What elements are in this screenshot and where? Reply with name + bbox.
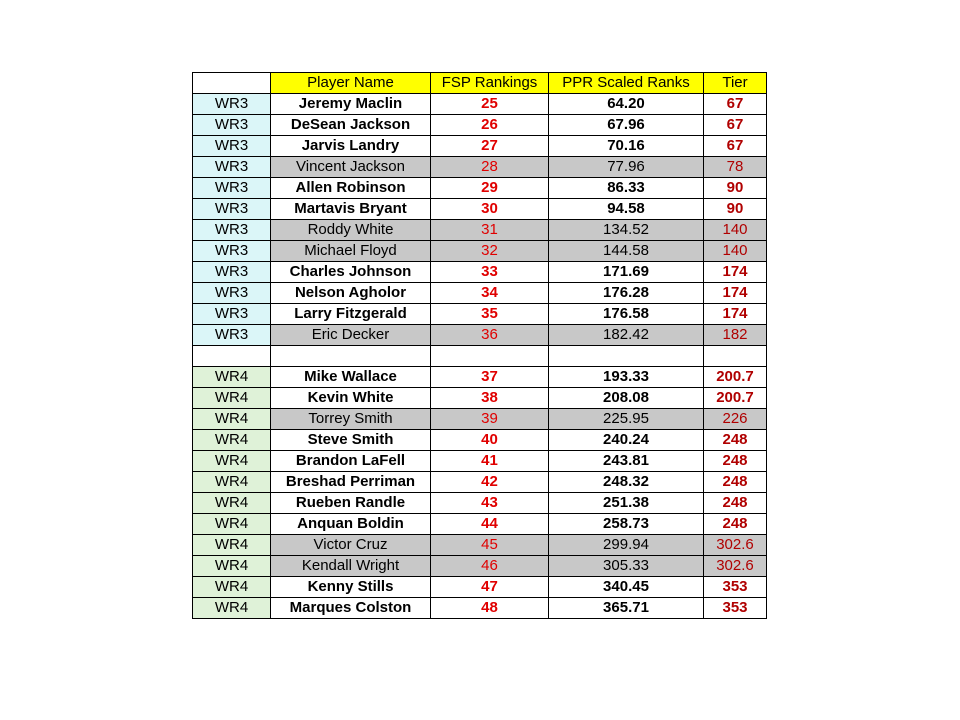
- table-row: [193, 283, 767, 304]
- spacer-cell: [431, 346, 549, 367]
- ppr-rank-cell: 208.08: [549, 388, 704, 409]
- spacer-cell: [549, 346, 704, 367]
- table-row: [193, 94, 767, 115]
- table-row: [193, 304, 767, 325]
- fsp-rank-cell: 30: [431, 199, 549, 220]
- ppr-rank-cell: 67.96: [549, 115, 704, 136]
- player-name-cell: Torrey Smith: [271, 409, 431, 430]
- table-row: [193, 556, 767, 577]
- fsp-rank-cell: 37: [431, 367, 549, 388]
- tier-cell: 248: [704, 514, 767, 535]
- tier-cell: 67: [704, 136, 767, 157]
- table-row: [193, 262, 767, 283]
- position-cell: WR3: [193, 136, 271, 157]
- player-name-cell: Steve Smith: [271, 430, 431, 451]
- position-cell: WR3: [193, 220, 271, 241]
- player-name-cell: DeSean Jackson: [271, 115, 431, 136]
- header-ppr-scaled-ranks: PPR Scaled Ranks: [549, 73, 704, 94]
- position-cell: WR4: [193, 388, 271, 409]
- header-position: [193, 73, 271, 94]
- ppr-rank-cell: 258.73: [549, 514, 704, 535]
- tier-cell: 302.6: [704, 535, 767, 556]
- player-name-cell: Roddy White: [271, 220, 431, 241]
- table-row: [193, 493, 767, 514]
- tier-cell: 182: [704, 325, 767, 346]
- tier-cell: 174: [704, 304, 767, 325]
- position-cell: WR4: [193, 409, 271, 430]
- ppr-rank-cell: 243.81: [549, 451, 704, 472]
- tier-cell: 248: [704, 493, 767, 514]
- table-row: [193, 535, 767, 556]
- fsp-rank-cell: 32: [431, 241, 549, 262]
- rankings-table: [192, 72, 767, 619]
- position-cell: WR3: [193, 304, 271, 325]
- table-row: [193, 472, 767, 493]
- player-name-cell: Mike Wallace: [271, 367, 431, 388]
- position-cell: WR4: [193, 598, 271, 619]
- tier-cell: 248: [704, 451, 767, 472]
- table-row: [193, 367, 767, 388]
- tier-cell: 90: [704, 178, 767, 199]
- player-name-cell: Michael Floyd: [271, 241, 431, 262]
- ppr-rank-cell: 225.95: [549, 409, 704, 430]
- table-row: [193, 136, 767, 157]
- ppr-rank-cell: 144.58: [549, 241, 704, 262]
- fsp-rank-cell: 46: [431, 556, 549, 577]
- fsp-rank-cell: 26: [431, 115, 549, 136]
- tier-cell: 302.6: [704, 556, 767, 577]
- fsp-rank-cell: 29: [431, 178, 549, 199]
- player-name-cell: Kendall Wright: [271, 556, 431, 577]
- fsp-rank-cell: 36: [431, 325, 549, 346]
- player-name-cell: Larry Fitzgerald: [271, 304, 431, 325]
- tier-cell: 67: [704, 115, 767, 136]
- fsp-rank-cell: 47: [431, 577, 549, 598]
- fsp-rank-cell: 41: [431, 451, 549, 472]
- ppr-rank-cell: 171.69: [549, 262, 704, 283]
- position-cell: WR4: [193, 556, 271, 577]
- player-name-cell: Jarvis Landry: [271, 136, 431, 157]
- spacer-cell: [193, 346, 271, 367]
- player-name-cell: Vincent Jackson: [271, 157, 431, 178]
- player-name-cell: Kevin White: [271, 388, 431, 409]
- ppr-rank-cell: 64.20: [549, 94, 704, 115]
- tier-cell: 67: [704, 94, 767, 115]
- fsp-rank-cell: 39: [431, 409, 549, 430]
- player-name-cell: Kenny Stills: [271, 577, 431, 598]
- tier-cell: 174: [704, 262, 767, 283]
- table-row: [193, 241, 767, 262]
- ppr-rank-cell: 240.24: [549, 430, 704, 451]
- tier-cell: 248: [704, 430, 767, 451]
- player-name-cell: Nelson Agholor: [271, 283, 431, 304]
- ppr-rank-cell: 134.52: [549, 220, 704, 241]
- fsp-rank-cell: 27: [431, 136, 549, 157]
- header-player-name: Player Name: [271, 73, 431, 94]
- position-cell: WR3: [193, 157, 271, 178]
- tier-cell: 78: [704, 157, 767, 178]
- spacer-cell: [704, 346, 767, 367]
- tier-cell: 353: [704, 598, 767, 619]
- table-row: [193, 598, 767, 619]
- fsp-rank-cell: 31: [431, 220, 549, 241]
- player-name-cell: Victor Cruz: [271, 535, 431, 556]
- player-name-cell: Marques Colston: [271, 598, 431, 619]
- fsp-rank-cell: 45: [431, 535, 549, 556]
- player-name-cell: Breshad Perriman: [271, 472, 431, 493]
- player-name-cell: Charles Johnson: [271, 262, 431, 283]
- spacer-row: [193, 346, 767, 367]
- position-cell: WR3: [193, 199, 271, 220]
- ppr-rank-cell: 70.16: [549, 136, 704, 157]
- table-row: [193, 451, 767, 472]
- ppr-rank-cell: 251.38: [549, 493, 704, 514]
- table-row: [193, 325, 767, 346]
- ppr-rank-cell: 176.28: [549, 283, 704, 304]
- table-row: [193, 388, 767, 409]
- position-cell: WR3: [193, 325, 271, 346]
- position-cell: WR4: [193, 535, 271, 556]
- table-row: [193, 514, 767, 535]
- tier-cell: 353: [704, 577, 767, 598]
- ppr-rank-cell: 299.94: [549, 535, 704, 556]
- table-row: [193, 409, 767, 430]
- fsp-rank-cell: 40: [431, 430, 549, 451]
- ppr-rank-cell: 86.33: [549, 178, 704, 199]
- tier-cell: 174: [704, 283, 767, 304]
- ppr-rank-cell: 340.45: [549, 577, 704, 598]
- table-row: [193, 157, 767, 178]
- table-body: [193, 94, 767, 619]
- position-cell: WR4: [193, 577, 271, 598]
- position-cell: WR4: [193, 514, 271, 535]
- position-cell: WR4: [193, 472, 271, 493]
- fsp-rank-cell: 43: [431, 493, 549, 514]
- fsp-rank-cell: 35: [431, 304, 549, 325]
- player-name-cell: Anquan Boldin: [271, 514, 431, 535]
- table-row: [193, 577, 767, 598]
- position-cell: WR3: [193, 94, 271, 115]
- tier-cell: 90: [704, 199, 767, 220]
- tier-cell: 200.7: [704, 367, 767, 388]
- table-row: [193, 115, 767, 136]
- ppr-rank-cell: 248.32: [549, 472, 704, 493]
- fsp-rank-cell: 33: [431, 262, 549, 283]
- position-cell: WR4: [193, 451, 271, 472]
- player-name-cell: Allen Robinson: [271, 178, 431, 199]
- position-cell: WR3: [193, 178, 271, 199]
- ppr-rank-cell: 176.58: [549, 304, 704, 325]
- position-cell: WR3: [193, 115, 271, 136]
- ppr-rank-cell: 193.33: [549, 367, 704, 388]
- ppr-rank-cell: 365.71: [549, 598, 704, 619]
- tier-cell: 248: [704, 472, 767, 493]
- tier-cell: 200.7: [704, 388, 767, 409]
- table-row: [193, 178, 767, 199]
- ppr-rank-cell: 182.42: [549, 325, 704, 346]
- fsp-rank-cell: 42: [431, 472, 549, 493]
- player-name-cell: Rueben Randle: [271, 493, 431, 514]
- tier-cell: 140: [704, 241, 767, 262]
- player-name-cell: Martavis Bryant: [271, 199, 431, 220]
- ppr-rank-cell: 305.33: [549, 556, 704, 577]
- ppr-rank-cell: 94.58: [549, 199, 704, 220]
- player-name-cell: Jeremy Maclin: [271, 94, 431, 115]
- header-fsp-rankings: FSP Rankings: [431, 73, 549, 94]
- tier-cell: 140: [704, 220, 767, 241]
- table-row: [193, 220, 767, 241]
- fsp-rank-cell: 25: [431, 94, 549, 115]
- player-name-cell: Eric Decker: [271, 325, 431, 346]
- ppr-rank-cell: 77.96: [549, 157, 704, 178]
- tier-cell: 226: [704, 409, 767, 430]
- position-cell: WR3: [193, 283, 271, 304]
- position-cell: WR4: [193, 367, 271, 388]
- table-row: [193, 199, 767, 220]
- fsp-rank-cell: 38: [431, 388, 549, 409]
- position-cell: WR4: [193, 430, 271, 451]
- position-cell: WR4: [193, 493, 271, 514]
- table-row: [193, 430, 767, 451]
- player-name-cell: Brandon LaFell: [271, 451, 431, 472]
- fsp-rank-cell: 44: [431, 514, 549, 535]
- fsp-rank-cell: 34: [431, 283, 549, 304]
- position-cell: WR3: [193, 241, 271, 262]
- fsp-rank-cell: 28: [431, 157, 549, 178]
- fsp-rank-cell: 48: [431, 598, 549, 619]
- spacer-cell: [271, 346, 431, 367]
- position-cell: WR3: [193, 262, 271, 283]
- header-row: [193, 73, 767, 94]
- header-tier: Tier: [704, 73, 767, 94]
